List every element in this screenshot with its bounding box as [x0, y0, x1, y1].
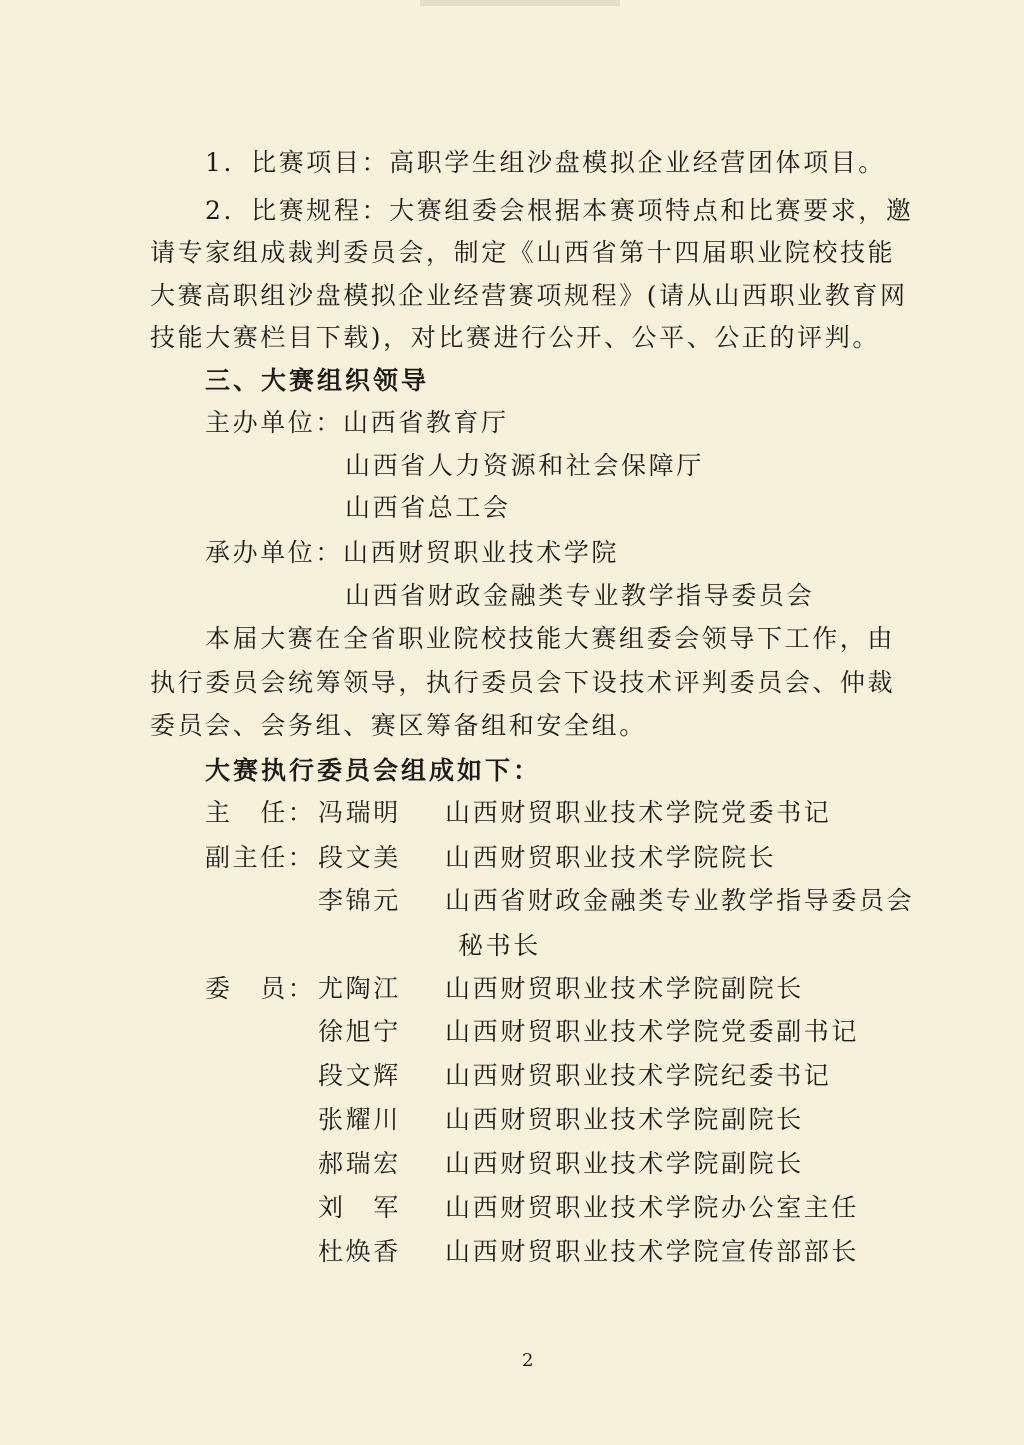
member-role: 山西财贸职业技术学院副院长 — [445, 1105, 804, 1134]
member-name: 尤陶江 — [318, 974, 401, 1003]
undertaker-org: 山西财贸职业技术学院 — [343, 538, 620, 567]
member-name: 徐旭宁 — [318, 1017, 401, 1046]
member-name: 段文辉 — [318, 1061, 401, 1090]
scan-edge-mark — [420, 0, 620, 6]
undertaker-label: 承办单位： — [205, 538, 344, 567]
member-name: 刘 军 — [318, 1193, 401, 1222]
undertaker-org: 山西省财政金融类专业教学指导委员会 — [345, 581, 815, 610]
undertaker-row-1 — [205, 537, 619, 569]
director-row — [205, 797, 955, 829]
member-role: 山西财贸职业技术学院办公室主任 — [445, 1193, 860, 1222]
member-name: 郝瑞宏 — [318, 1149, 401, 1178]
member-name: 李锦元 — [318, 886, 401, 915]
host-org: 山西省教育厅 — [343, 408, 509, 437]
item2-line-2: 请专家组成裁判委员会，制定《山西省第十四届职业院校技能 — [150, 238, 896, 267]
vice-row-1 — [205, 842, 955, 874]
member-role: 山西财贸职业技术学院纪委书记 — [445, 1061, 832, 1090]
page-number: 2 — [522, 1350, 534, 1371]
item2-line-3: 大赛高职组沙盘模拟企业经营赛项规程》(请从山西职业教育网 — [150, 281, 908, 310]
host-org: 山西省人力资源和社会保障厅 — [345, 451, 704, 480]
body-line-2: 执行委员会统筹领导，执行委员会下设技术评判委员会、仲裁 — [150, 668, 896, 697]
director-label: 主 任： — [205, 798, 316, 827]
member-role: 山西省财政金融类专业教学指导委员会 — [445, 886, 915, 915]
member-role: 山西财贸职业技术学院党委副书记 — [445, 1017, 860, 1046]
item1-line: 1．比赛项目：高职学生组沙盘模拟企业经营团体项目。 — [205, 148, 886, 177]
body-line-3: 委员会、会务组、赛区筹备组和安全组。 — [150, 711, 647, 740]
item2-line-4: 技能大赛栏目下载)，对比赛进行公开、公平、公正的评判。 — [150, 323, 880, 352]
host-org: 山西省总工会 — [345, 493, 511, 522]
member-role: 山西财贸职业技术学院院长 — [445, 843, 777, 872]
body-line-1: 本届大赛在全省职业院校技能大赛组委会领导下工作，由 — [205, 624, 896, 653]
member-role: 山西财贸职业技术学院党委书记 — [445, 798, 832, 827]
host-row-1 — [205, 407, 509, 439]
vice-label: 副主任： — [205, 843, 316, 872]
member-label: 委 员： — [205, 974, 316, 1003]
member-name: 冯瑞明 — [318, 798, 401, 827]
member-name: 杜焕香 — [318, 1237, 401, 1266]
member-role: 山西财贸职业技术学院宣传部部长 — [445, 1237, 860, 1266]
member-name: 段文美 — [318, 843, 401, 872]
item2-line-1: 2．比赛规程：大赛组委会根据本赛项特点和比赛要求，邀 — [205, 196, 914, 225]
member-name: 张耀川 — [318, 1105, 401, 1134]
member-role-continuation: 秘书长 — [458, 931, 541, 960]
member-role: 山西财贸职业技术学院副院长 — [445, 1149, 804, 1178]
host-label: 主办单位： — [205, 408, 344, 437]
member-role: 山西财贸职业技术学院副院长 — [445, 974, 804, 1003]
member-row-1 — [205, 973, 955, 1005]
section3-heading: 三、大赛组织领导 — [205, 366, 430, 395]
committee-heading: 大赛执行委员会组成如下： — [205, 756, 542, 785]
